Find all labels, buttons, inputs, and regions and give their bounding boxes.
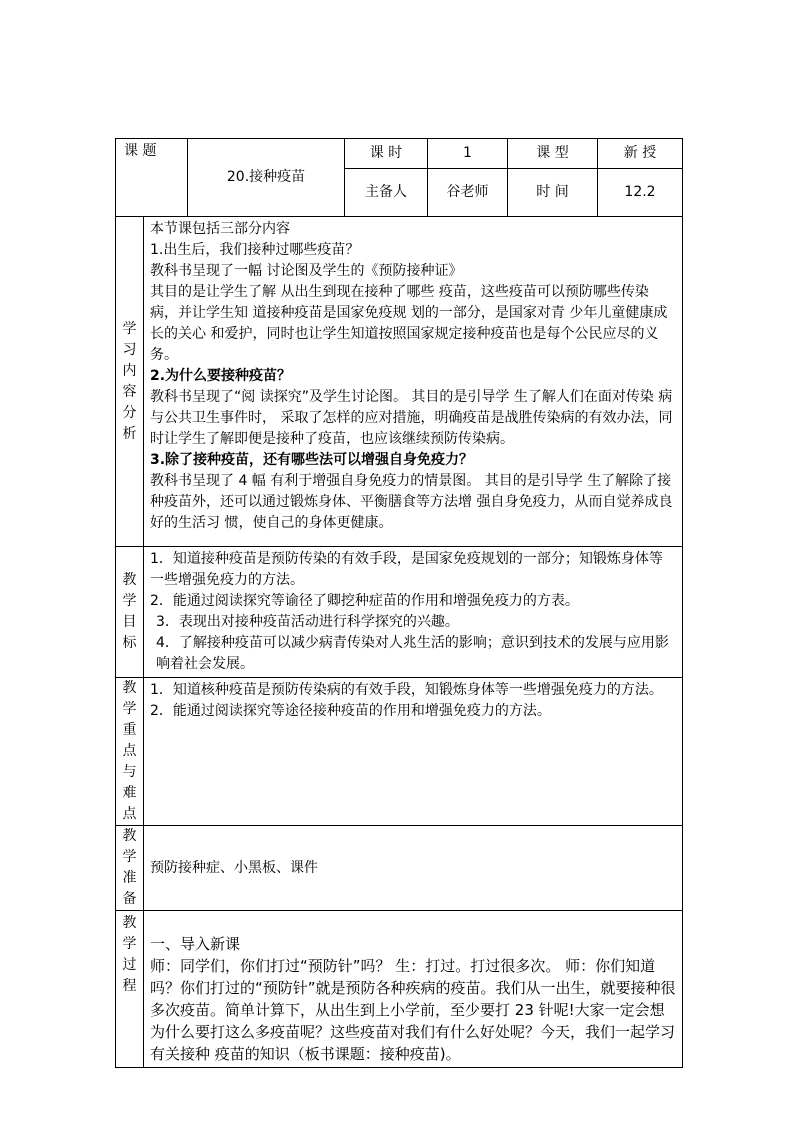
preparer-value: 谷老师: [446, 184, 489, 200]
analysis-label-char: 学: [122, 320, 137, 337]
preparation-label-char: 备: [122, 891, 137, 907]
analysis-line: 其目的是让学生了解 从出生到现在接种了哪些 疫苗，这些疫苗可以预防哪些传染病，并让学生知 道接种疫苗是国家免疫规 划的一部分，是国家对青 少年儿童健康成长的关心 和爱护，同时也让学生知道按照国家规定接种疫苗也是每个公民应尽的义务。: [150, 284, 668, 363]
time-value-cell: [598, 169, 683, 217]
key-point-line: 2．能通过阅读探究等途径接种疫苗的作用和增强免疫力的方法。: [150, 703, 551, 719]
analysis-line: 2.为什么要接种疫苗？: [150, 368, 292, 384]
period-label: 课 时: [369, 145, 403, 161]
analysis-label-char: 分: [122, 404, 137, 421]
analysis-line: 1.出生后，我们接种过哪些疫苗？: [150, 242, 360, 258]
type-value-cell: [598, 139, 683, 169]
analysis-label-cell: [116, 217, 144, 547]
period-label-cell: [345, 139, 428, 169]
key-points-label-cell: [116, 678, 144, 826]
key-points-label-char: 重: [122, 722, 137, 738]
topic-label-cell: [116, 139, 188, 217]
process-label-char: 学: [122, 936, 137, 952]
goals-label-char: 标: [122, 635, 137, 651]
key-points-label-char: 点: [122, 743, 137, 759]
goals-label-char: 教: [122, 572, 137, 588]
time-label: 时 间: [536, 184, 569, 200]
preparer-label: 主备人: [365, 184, 408, 200]
preparation-text: 预防接种症、小黑板、课件: [150, 859, 318, 876]
preparer-value-cell: [428, 169, 508, 217]
analysis-line: 教科书呈现了 4 幅 有利于增强自身免疫力的情景图。 其目的是引导学 生了解除了接种疫苗外，还可以通过锻炼身体、平衡膳食等方法增 强自身免疫力，从而自觉养成良好的生活习 惯，使自己的身体更健康。: [150, 473, 673, 531]
analysis-label-char: 内: [122, 362, 137, 379]
key-points-label-char: 与: [122, 764, 137, 780]
preparation-label-cell: [116, 826, 144, 911]
key-points-label-char: 点: [122, 806, 137, 822]
key-point-line: 1．知道核种疫苗是预防传染病的有效手段，知锻炼身体等一些增强免疫力的方法。: [150, 682, 663, 698]
analysis-line: 教科书呈现了“阅 读探究”及学生讨论图。 其目的是引导学 生了解人们在面对传染 病与公共卫生事件时， 采取了怎样的应对措施，明确疫苗是战胜传染病的有效办法，同时让学生了解即便是接种了疫苗，也应该继续预防传染病。: [150, 389, 673, 447]
process-label-char: 过: [122, 957, 137, 973]
goal-line: 1．知道接种疫苗是预防传染的有效手段，是国家免疫规划的一部分；知锻炼身体等一些增强免疫力的方法。: [150, 551, 663, 588]
analysis-label-char: 习: [122, 341, 137, 358]
time-value: 12.2: [624, 184, 656, 200]
process-label-char: 程: [122, 978, 137, 994]
analysis-label-char: 析: [122, 425, 137, 442]
period-value: 1: [463, 145, 472, 161]
key-points-label-char: 难: [122, 785, 137, 801]
process-content: [144, 911, 683, 1068]
process-line: 一、导入新课: [150, 935, 241, 953]
analysis-line: 教科书呈现了一幅 讨论图及学生的《预防接种证》: [150, 263, 463, 279]
key-points-label-char: 教: [122, 680, 137, 696]
process-label-char: 教: [122, 915, 137, 931]
goals-label-char: 学: [122, 593, 137, 609]
time-label-cell: [508, 169, 598, 217]
topic-label: 课 题: [124, 143, 157, 159]
preparer-label-cell: [345, 169, 428, 217]
goals-content: [144, 547, 683, 678]
goals-label-char: 目: [122, 614, 137, 630]
type-label: 课 型: [536, 145, 569, 161]
analysis-content: [144, 217, 683, 547]
type-value: 新 授: [623, 145, 657, 161]
analysis-line: 本节课包括三部分内容: [150, 221, 290, 237]
goal-line: 3．表现出对接种疫苗活动进行科学探究的兴趣。: [156, 614, 459, 630]
preparation-label-char: 准: [122, 870, 137, 886]
period-value-cell: [428, 139, 508, 169]
preparation-label-char: 学: [122, 849, 137, 865]
key-points-content: [144, 678, 683, 826]
process-line: 师：同学们，你们打过“预防针”吗？ 生：打过。打过很多次。 师：你们知道吗？你们打过的“预防针”就是预防各种疾病的疫苗。我们从一出生，就要接种很多次疫苗。简单计算下，从出生到上小学前，至少要打 23 针呢!大家一定会想 为什么要打这么多疫苗呢？这些疫苗对我们有什么好处呢？今天，我们一起学习有关接种 疫苗的知识（板书课题：接种疫苗)。: [150, 957, 676, 1063]
lesson-plan-table: [115, 138, 683, 1068]
preparation-label-char: 教: [122, 828, 137, 844]
analysis-label-char: 容: [122, 383, 137, 400]
type-label-cell: [508, 139, 598, 169]
analysis-line: 3.除了接种疫苗，还有哪些法可以增强自身免疫力？: [150, 452, 474, 468]
preparation-content: [144, 826, 683, 911]
process-label-cell: [116, 911, 144, 1068]
goals-label-cell: [116, 547, 144, 678]
goal-line: 2．能通过阅读探究等谕径了卿挖种症苗的作用和增强免疫力的方表。: [150, 593, 579, 609]
lesson-title-cell: [188, 139, 345, 217]
goal-line: 4．了解接种疫苗可以减少病青传染对人兆生活的影响；意识到技术的发展与应用影响着社会发展。: [156, 635, 669, 672]
key-points-label-char: 学: [122, 701, 137, 717]
lesson-title: 20.接种疫苗: [226, 169, 306, 185]
